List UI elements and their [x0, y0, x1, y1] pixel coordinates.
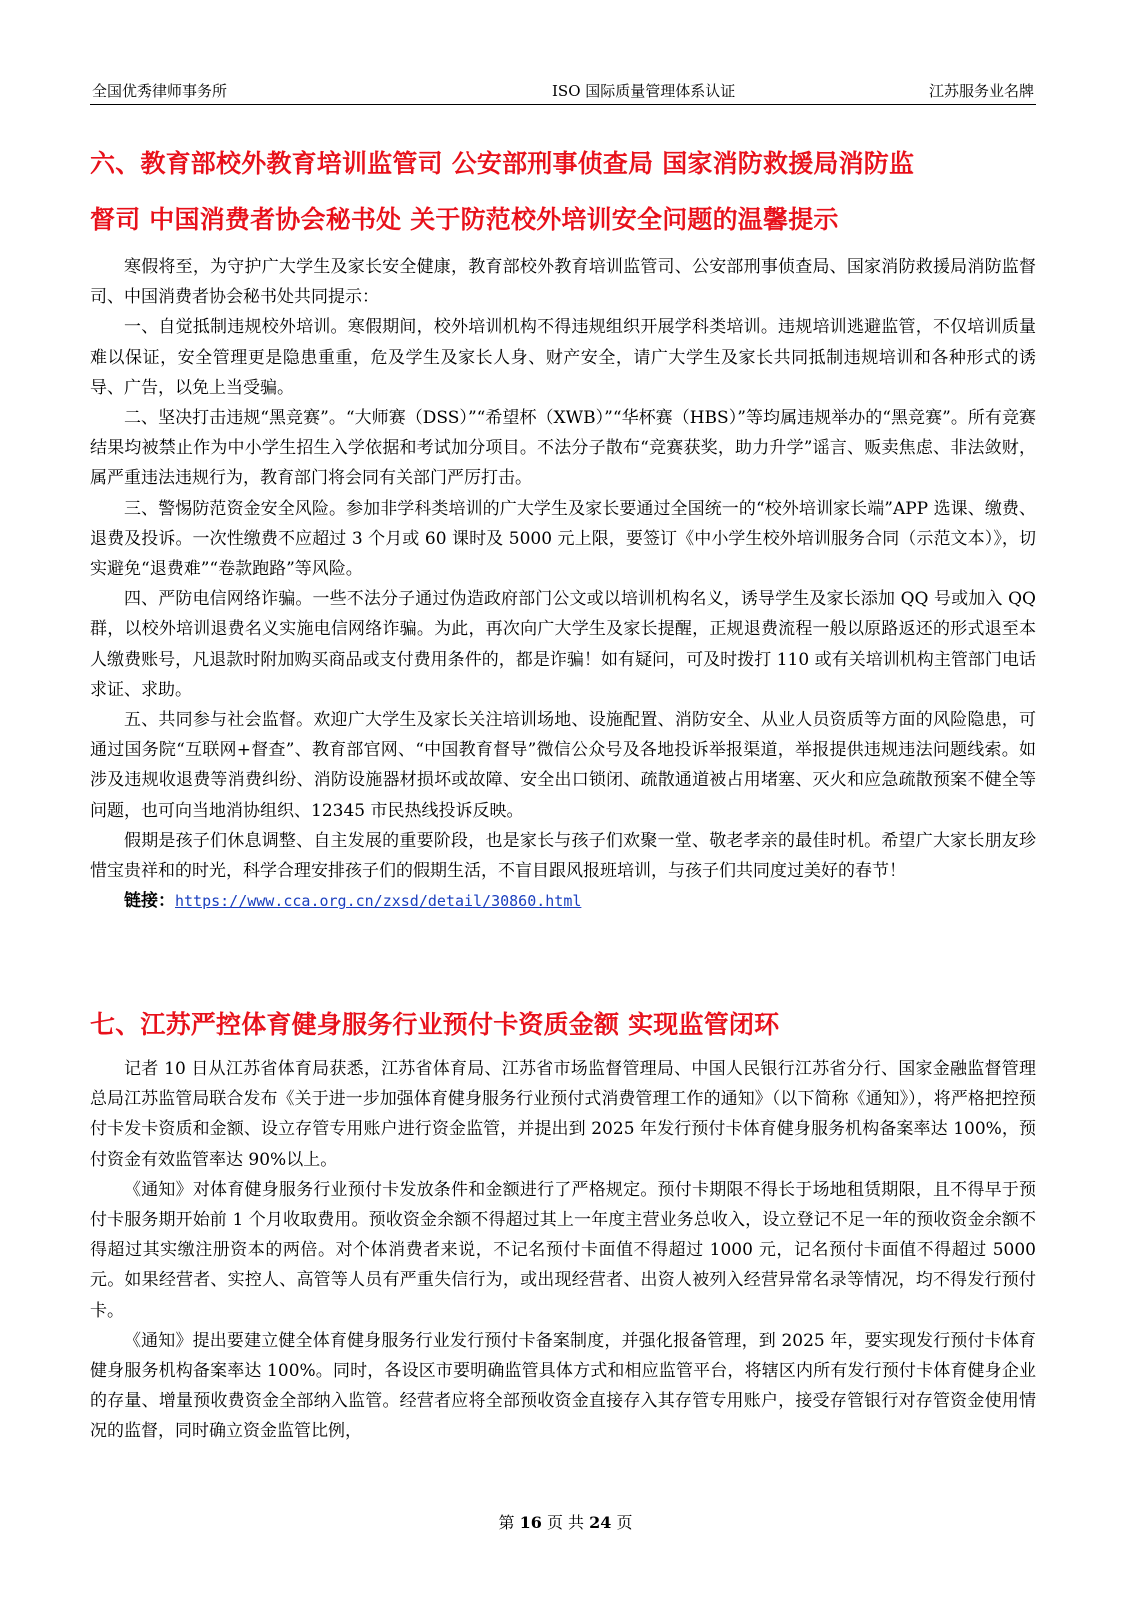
- paragraph: 记者 10 日从江苏省体育局获悉，江苏省体育局、江苏省市场监督管理局、中国人民银行江苏省分行、国家金融监督管理总局江苏监管局联合发布《关于进一步加强体育健身服务行业预付式消费管理工作的通知》（以下简称《通知》），将严格把控预付卡发卡资质和金额、设立存管专用账户进行资金监管，并提出到 2025 年发行预付卡体育健身服务机构备案率达 100%，预付资金有效监管率达 90%以上。: [90, 1059, 1036, 1170]
- header-right-text: 江苏服务业名牌: [928, 82, 1034, 100]
- section-7-title: 七、江苏严控体育健身服务行业预付卡资质金额 实现监管闭环: [90, 1010, 780, 1039]
- paragraph: 三、警惕防范资金安全风险。参加非学科类培训的广大学生及家长要通过全国统一的“校外培训家长端”APP 选课、缴费、退费及投诉。一次性缴费不应超过 3 个月或 60 课时及 5000 元上限，要签订《中小学生校外培训服务合同（示范文本）》，切实避免“退费难”“卷款跑路”等风险。: [90, 498, 1036, 580]
- source-link[interactable]: https://www.cca.org.cn/zxsd/detail/30860.html: [175, 892, 582, 911]
- footer-middle: 页 共: [546, 1513, 585, 1532]
- paragraph: 《通知》提出要建立健全体育健身服务行业发行预付卡备案制度，并强化报备管理，到 2025 年，要实现发行预付卡体育健身服务机构备案率达 100%。同时，各设区市要明确监管具体方式和相应监管平台，将辖区内所有发行预付卡体育健身企业的存量、增量预收费资金全部纳入监管。经营者应将全部预收资金直接存入其存管专用账户，接受存管银行对存管资金使用情况的监督，同时确立资金监管比例，: [90, 1330, 1036, 1442]
- paragraph: 寒假将至，为守护广大学生及家长安全健康，教育部校外教育培训监管司、公安部刑事侦查局、国家消防救援局消防监督司、中国消费者协会秘书处共同提示：: [90, 257, 1036, 308]
- link-label: 链接：: [124, 891, 175, 912]
- page-number: 16: [519, 1513, 542, 1532]
- section-6-title-line-2: 督司 中国消费者协会秘书处 关于防范校外培训安全问题的温馨提示: [90, 205, 839, 234]
- footer-prefix: 第: [498, 1513, 515, 1532]
- paragraph: 四、严防电信网络诈骗。一些不法分子通过伪造政府部门公文或以培训机构名义，诱导学生及家长添加 QQ 号或加入 QQ 群，以校外培训退费名义实施电信网络诈骗。为此，再次向广大学生及家长提醒，正规退费流程一般以原路返还的形式退至本人缴费账号，凡退款时附加购买商品或支付费用条件的，都是诈骗！如有疑问，可及时拨打 110 或有关培训机构主管部门电话求证、求助。: [90, 589, 1036, 700]
- header-center-text: ISO 国际质量管理体系认证: [552, 82, 736, 100]
- paragraph: 假期是孩子们休息调整、自主发展的重要阶段，也是家长与孩子们欢聚一堂、敬老孝亲的最佳时机。希望广大家长朋友珍惜宝贵祥和的时光，科学合理安排孩子们的假期生活，不盲目跟风报班培训，与孩子们共同度过美好的春节！: [90, 830, 1036, 882]
- page-total: 24: [589, 1513, 612, 1532]
- paragraph: 五、共同参与社会监督。欢迎广大学生及家长关注培训场地、设施配置、消防安全、从业人员资质等方面的风险隐患，可通过国务院“互联网+督查”、教育部官网、“中国教育督导”微信公众号及各地投诉举报渠道，举报提供违规违法问题线索。如涉及违规收退费等消费纠纷、消防设施器材损坏或故障、安全出口锁闭、疏散通道被占用堵塞、灭火和应急疏散预案不健全等问题，也可向当地消协组织、12345 市民热线投诉反映。: [90, 710, 1036, 821]
- paragraph: 一、自觉抵制违规校外培训。寒假期间，校外培训机构不得违规组织开展学科类培训。违规培训逃避监管，不仅培训质量难以保证，安全管理更是隐患重重，危及学生及家长人身、财产安全，请广大学生及家长共同抵制违规培训和各种形式的诱导、广告，以免上当受骗。: [90, 317, 1036, 398]
- paragraph: 二、坚决打击违规“黑竞赛”。“大师赛（DSS）”“希望杯（XWB）”“华杯赛（HBS）”等均属违规举办的“黑竞赛”。所有竞赛结果均被禁止作为中小学生招生入学依据和考试加分项目。不法分子散布“竞赛获奖，助力升学”谣言、贩卖焦虑、非法敛财，属严重违法违规行为，教育部门将会同有关部门严厉打击。: [90, 408, 1037, 489]
- header-left-text: 全国优秀律师事务所: [92, 82, 228, 100]
- section-6-title-line-1: 六、教育部校外教育培训监管司 公安部刑事侦查局 国家消防救援局消防监: [90, 149, 915, 178]
- paragraph: 《通知》对体育健身服务行业预付卡发放条件和金额进行了严格规定。预付卡期限不得长于场地租赁期限，且不得早于预付卡服务期开始前 1 个月收取费用。预收资金余额不得超过其上一年度主营业务总收入，设立登记不足一年的预收资金余额不得超过其实缴注册资本的两倍。对个体消费者来说，不记名预付卡面值不得超过 1000 元，记名预付卡面值不得超过 5000 元。如果经营者、实控人、高管等人员有严重失信行为，或出现经营者、出资人被列入经营异常名录等情况，均不得发行预付卡。: [90, 1179, 1036, 1321]
- source-link-line: [90, 886, 1036, 916]
- page-footer: [0, 1513, 1131, 1533]
- section-6-body: [90, 252, 1036, 916]
- footer-suffix: 页: [616, 1513, 633, 1532]
- section-7-body: [90, 1054, 1036, 1447]
- page-header: [90, 80, 1036, 105]
